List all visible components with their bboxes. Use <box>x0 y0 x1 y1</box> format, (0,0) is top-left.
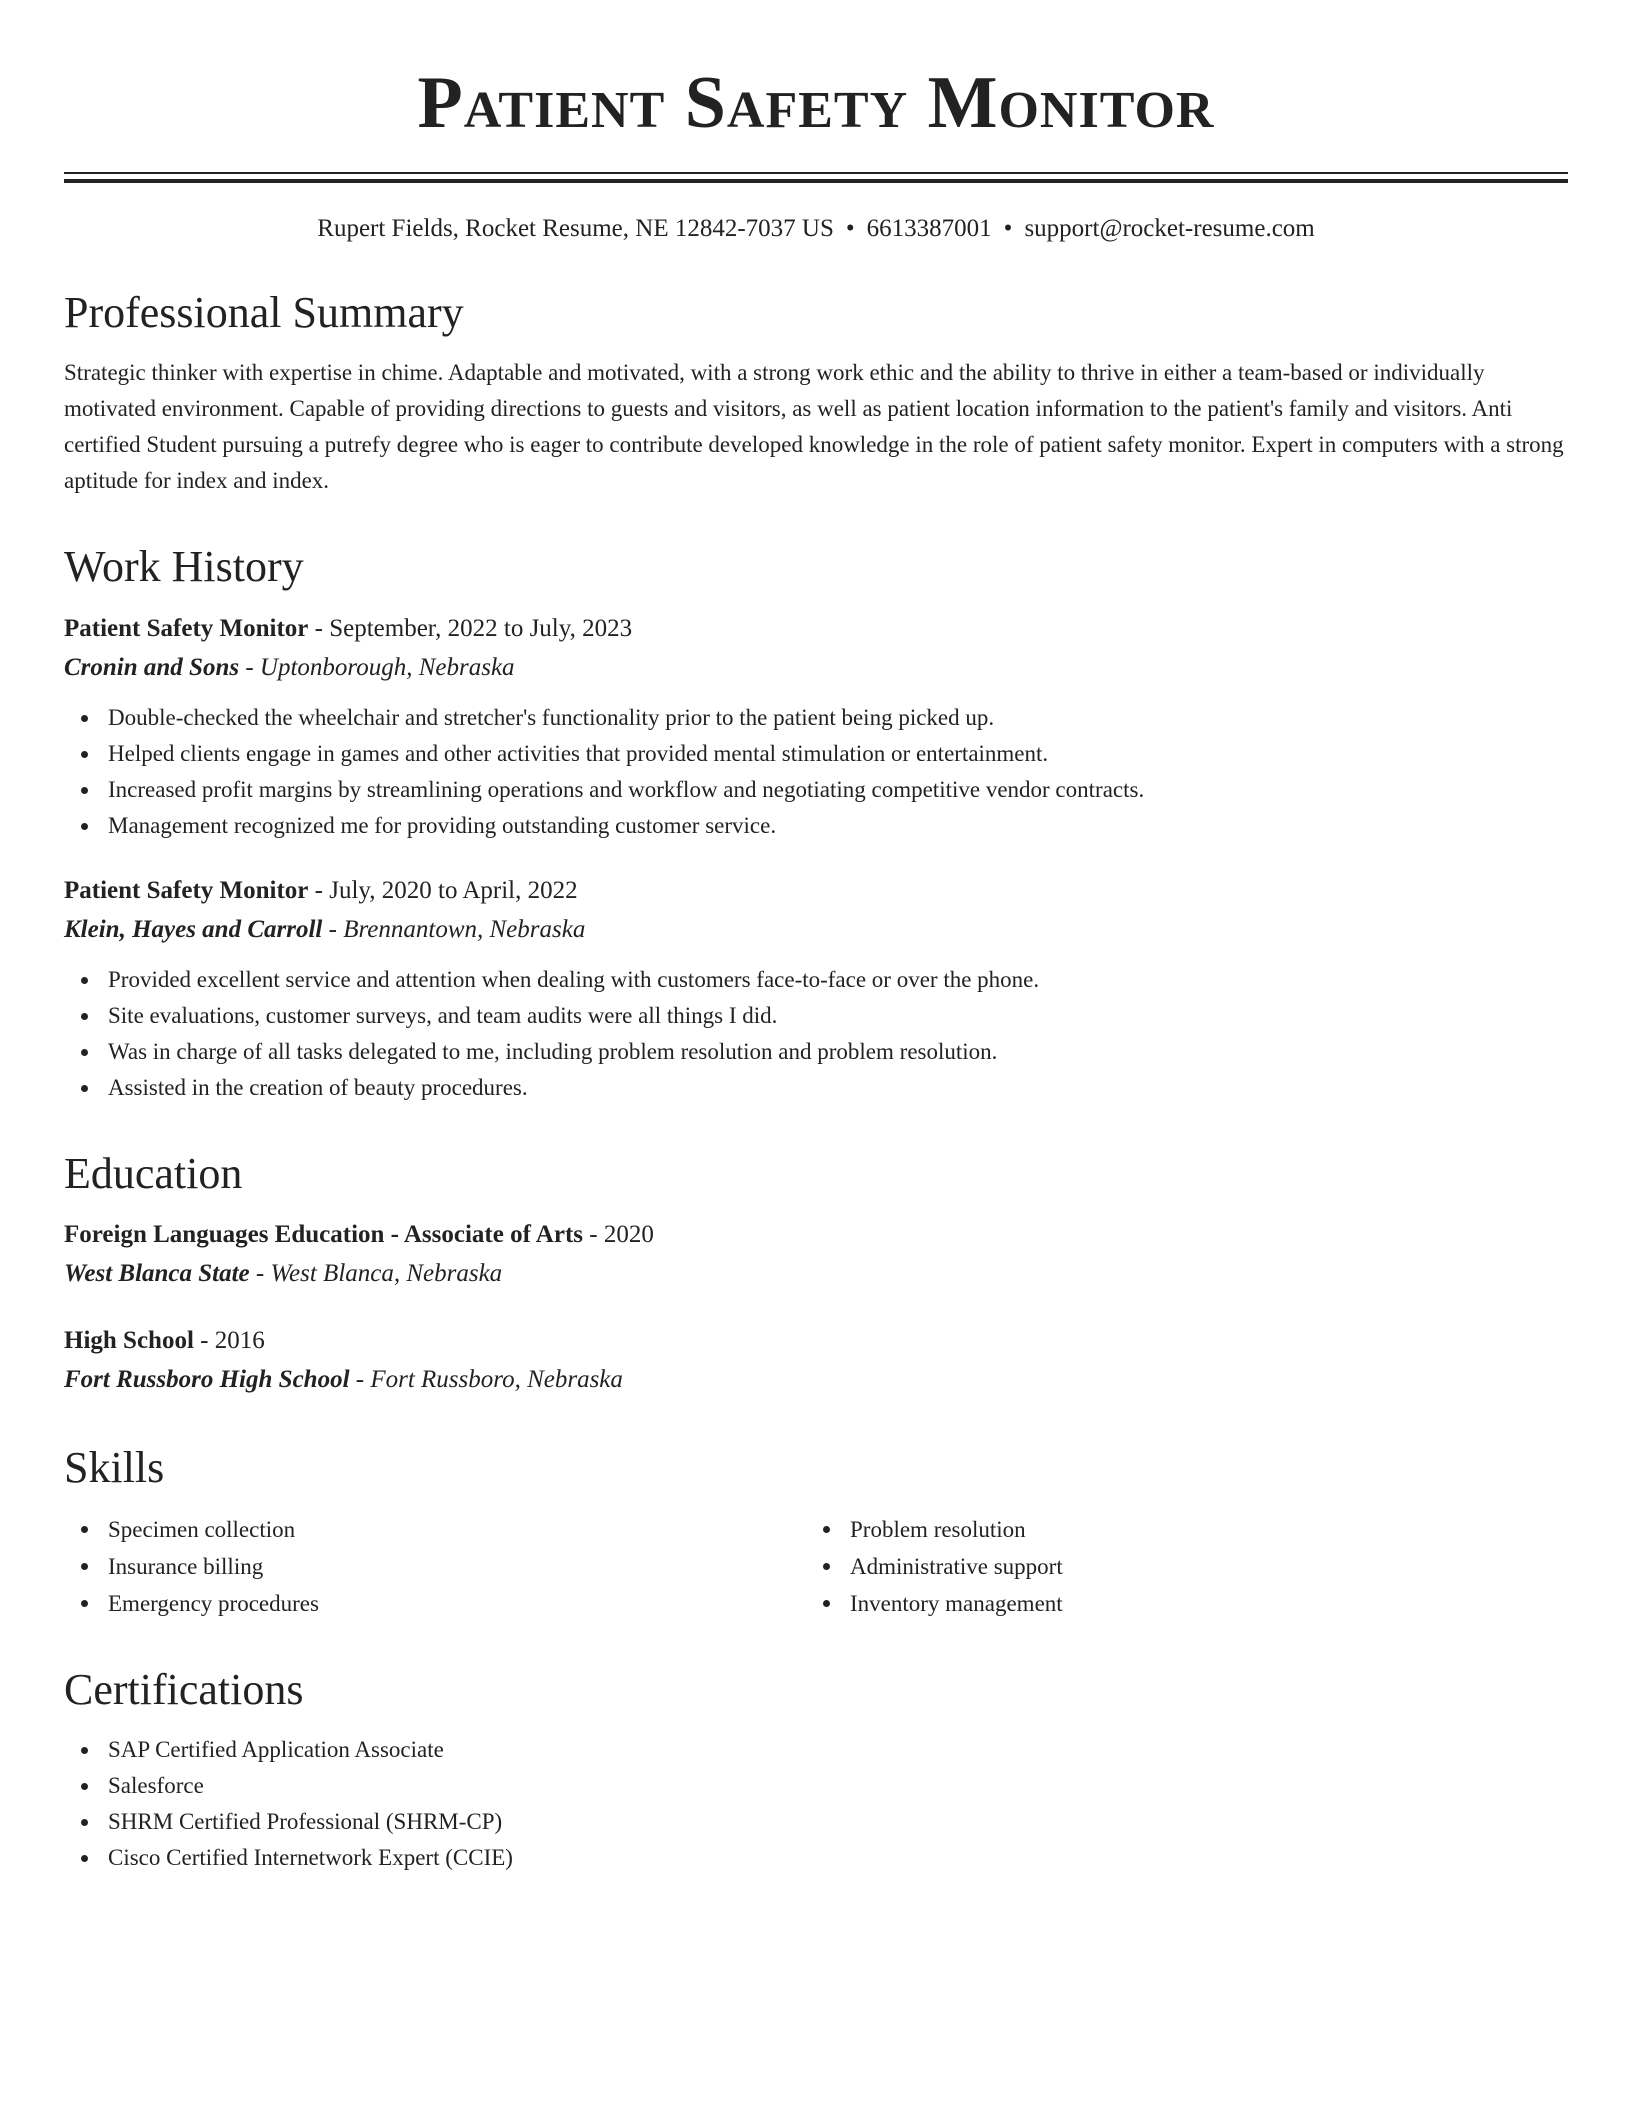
contact-email: support@rocket-resume.com <box>1024 215 1315 242</box>
education-year: - 2020 <box>583 1221 654 1249</box>
skills-heading: Skills <box>64 1443 165 1493</box>
work-history-section <box>64 543 1568 1105</box>
job-header <box>64 872 1568 910</box>
job-entry <box>64 610 1568 844</box>
list-item: Cisco Certified Internetwork Expert (CCIE) <box>64 1840 1568 1876</box>
job-company: Cronin and Sons <box>64 653 240 681</box>
education-school-line <box>64 1254 1568 1294</box>
summary-heading: Professional Summary <box>64 288 464 337</box>
resume-page <box>64 0 1568 1876</box>
summary-text: Strategic thinker with expertise in chime. Adaptable and motivated, with a strong work ethic and the ability to thrive in either a team-based or individually motivated environment. Capable of providing directions to guests and visitors, as well as patient location information to the patient's family and visitors. Anti certified Student pursuing a putrefy degree who is eager to contribute developed knowledge in the role of patient safety monitor. Expert in computers with a strong aptitude for index and index. <box>64 360 1564 494</box>
certifications-section <box>64 1666 1568 1876</box>
skills-section <box>64 1444 1568 1621</box>
education-section <box>64 1150 1568 1400</box>
education-school: West Blanca State <box>64 1260 250 1288</box>
list-item: Insurance billing <box>64 1548 806 1585</box>
education-year: - 2016 <box>193 1327 265 1355</box>
education-degree: High School <box>64 1327 194 1355</box>
education-degree: Foreign Languages Education - Associate of Arts <box>64 1221 583 1249</box>
list-item: Inventory management <box>806 1585 1548 1622</box>
education-entry <box>64 1216 1568 1294</box>
list-item: Administrative support <box>806 1548 1548 1585</box>
certifications-list <box>64 1732 1568 1876</box>
education-header <box>64 1322 1568 1360</box>
skills-column-left <box>64 1511 806 1622</box>
list-item: Problem resolution <box>806 1511 1548 1548</box>
job-entry <box>64 872 1568 1106</box>
education-location: - Fort Russboro, Nebraska <box>349 1366 623 1394</box>
education-entry <box>64 1322 1568 1400</box>
education-school-line <box>64 1360 1568 1400</box>
job-dates: - September, 2022 to July, 2023 <box>308 614 633 642</box>
skills-grid <box>64 1511 1568 1622</box>
list-item: Provided excellent service and attention when dealing with customers face-to-face or over the phone. <box>64 962 1568 998</box>
contact-separator: • <box>845 215 855 242</box>
list-item: Helped clients engage in games and other activities that provided mental stimulation or entertainment. <box>64 736 1568 772</box>
job-dates: - July, 2020 to April, 2022 <box>308 876 578 904</box>
contact-separator: • <box>1003 215 1013 242</box>
education-heading: Education <box>64 1148 243 1198</box>
education-location: - West Blanca, Nebraska <box>249 1260 503 1288</box>
list-item: Specimen collection <box>64 1511 806 1548</box>
job-employer <box>64 910 1568 950</box>
list-item: Site evaluations, customer surveys, and team audits were all things I did. <box>64 998 1568 1034</box>
certifications-heading: Certifications <box>64 1664 304 1714</box>
skills-column-right <box>806 1511 1548 1622</box>
job-title: Patient Safety Monitor <box>64 876 309 904</box>
list-item: Was in charge of all tasks delegated to me, including problem resolution and problem resolution. <box>64 1034 1568 1070</box>
work-history-heading: Work History <box>64 542 304 592</box>
contact-address: Rupert Fields, Rocket Resume, NE 12842-7037 US <box>317 215 834 242</box>
job-company: Klein, Hayes and Carroll <box>64 915 323 943</box>
resume-title: Patient Safety Monitor <box>417 62 1215 144</box>
job-employer <box>64 648 1568 688</box>
summary-section <box>64 289 1568 499</box>
list-item: SHRM Certified Professional (SHRM-CP) <box>64 1804 1568 1840</box>
list-item: Increased profit margins by streamlining operations and workflow and negotiating competitive vendor contracts. <box>64 772 1568 808</box>
contact-line <box>64 213 1568 245</box>
job-location: - Brennantown, Nebraska <box>322 915 586 943</box>
job-title: Patient Safety Monitor <box>64 614 309 642</box>
job-duties <box>64 700 1568 844</box>
job-location: - Uptonborough, Nebraska <box>239 653 515 681</box>
list-item: SAP Certified Application Associate <box>64 1732 1568 1768</box>
list-item: Salesforce <box>64 1768 1568 1804</box>
education-school: Fort Russboro High School <box>64 1366 350 1394</box>
job-duties <box>64 962 1568 1106</box>
contact-phone: 6613387001 <box>866 215 992 242</box>
education-header <box>64 1216 1568 1254</box>
list-item: Management recognized me for providing outstanding customer service. <box>64 808 1568 844</box>
list-item: Assisted in the creation of beauty procedures. <box>64 1070 1568 1106</box>
list-item: Double-checked the wheelchair and stretcher's functionality prior to the patient being picked up. <box>64 700 1568 736</box>
job-header <box>64 610 1568 648</box>
title-divider <box>64 172 1568 183</box>
list-item: Emergency procedures <box>64 1585 806 1622</box>
